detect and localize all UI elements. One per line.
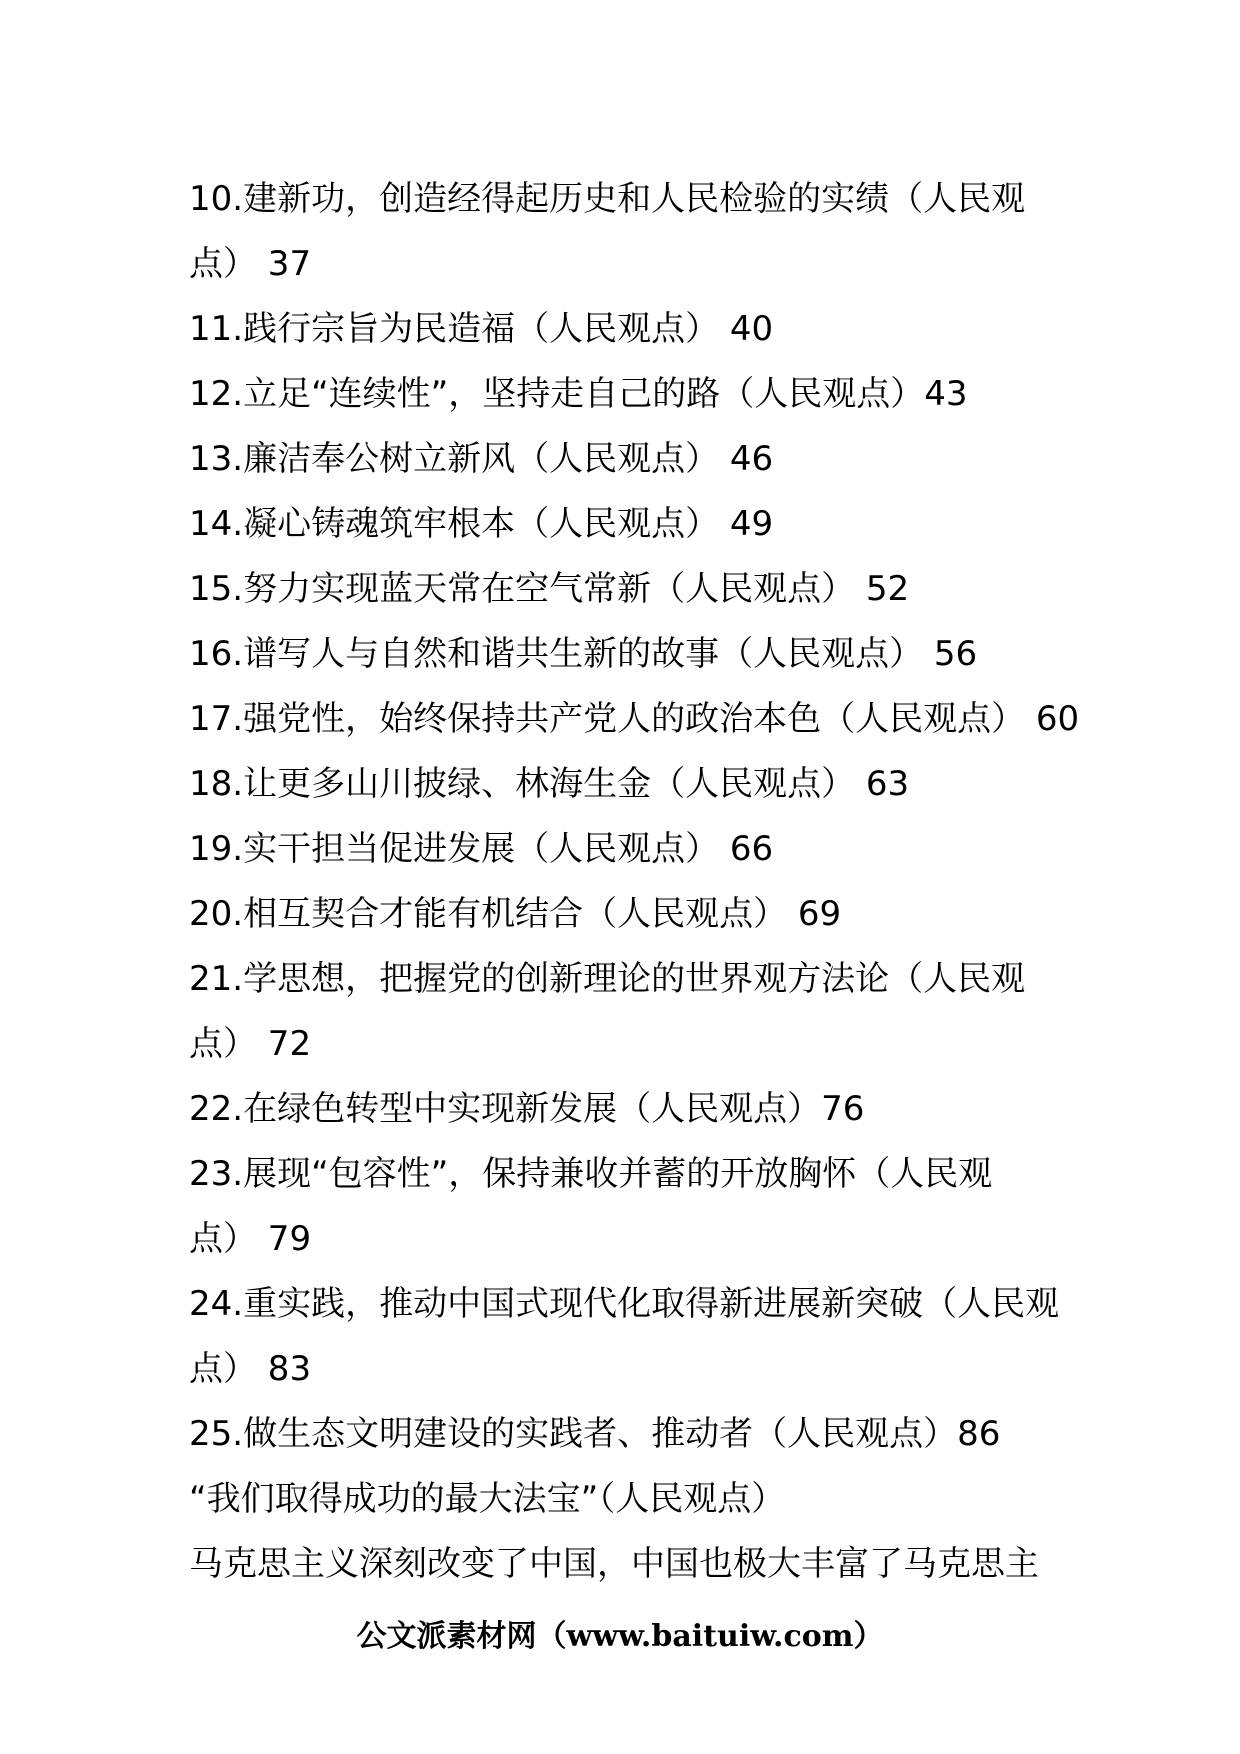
toc-line: 10.建新功，创造经得起历史和人民检验的实绩（人民观 (189, 179, 1026, 219)
toc-line: 13.廉洁奉公树立新风（人民观点） 46 (189, 439, 774, 479)
toc-line: 17.强党性，始终保持共产党人的政治本色（人民观点） 60 (189, 699, 1080, 739)
toc-line: 25.做生态文明建设的实践者、推动者（人民观点）86 (189, 1414, 1001, 1454)
section-heading: “我们取得成功的最大法宝”（人民观点） (189, 1479, 786, 1519)
toc-line: 点） 83 (189, 1349, 312, 1389)
toc-line: 11.践行宗旨为民造福（人民观点） 40 (189, 309, 774, 349)
body-paragraph-line: 马克思主义深刻改变了中国，中国也极大丰富了马克思主 (189, 1544, 1039, 1584)
toc-line: 20.相互契合才能有机结合（人民观点） 69 (189, 894, 842, 934)
toc-line: 18.让更多山川披绿、林海生金（人民观点） 63 (189, 764, 910, 804)
toc-line: 21.学思想，把握党的创新理论的世界观方法论（人民观 (189, 959, 1026, 999)
page-footer: 公文派素材网（www.baituiw.com） (356, 1619, 884, 1654)
table-of-contents (189, 167, 1080, 1597)
toc-line: 15.努力实现蓝天常在空气常新（人民观点） 52 (189, 569, 910, 609)
toc-line: 14.凝心铸魂筑牢根本（人民观点） 49 (189, 504, 774, 544)
toc-line: 点） 79 (189, 1219, 312, 1259)
toc-line: 12.立足“连续性”，坚持走自己的路（人民观点）43 (189, 374, 968, 414)
toc-line: 24.重实践，推动中国式现代化取得新进展新突破（人民观 (189, 1284, 1060, 1324)
toc-line: 点） 37 (189, 244, 312, 284)
toc-line: 23.展现“包容性”，保持兼收并蓄的开放胸怀（人民观 (189, 1154, 993, 1194)
toc-line: 19.实干担当促进发展（人民观点） 66 (189, 829, 774, 869)
toc-line: 22.在绿色转型中实现新发展（人民观点）76 (189, 1089, 865, 1129)
toc-line: 点） 72 (189, 1024, 312, 1064)
toc-line: 16.谱写人与自然和谐共生新的故事（人民观点） 56 (189, 634, 978, 674)
